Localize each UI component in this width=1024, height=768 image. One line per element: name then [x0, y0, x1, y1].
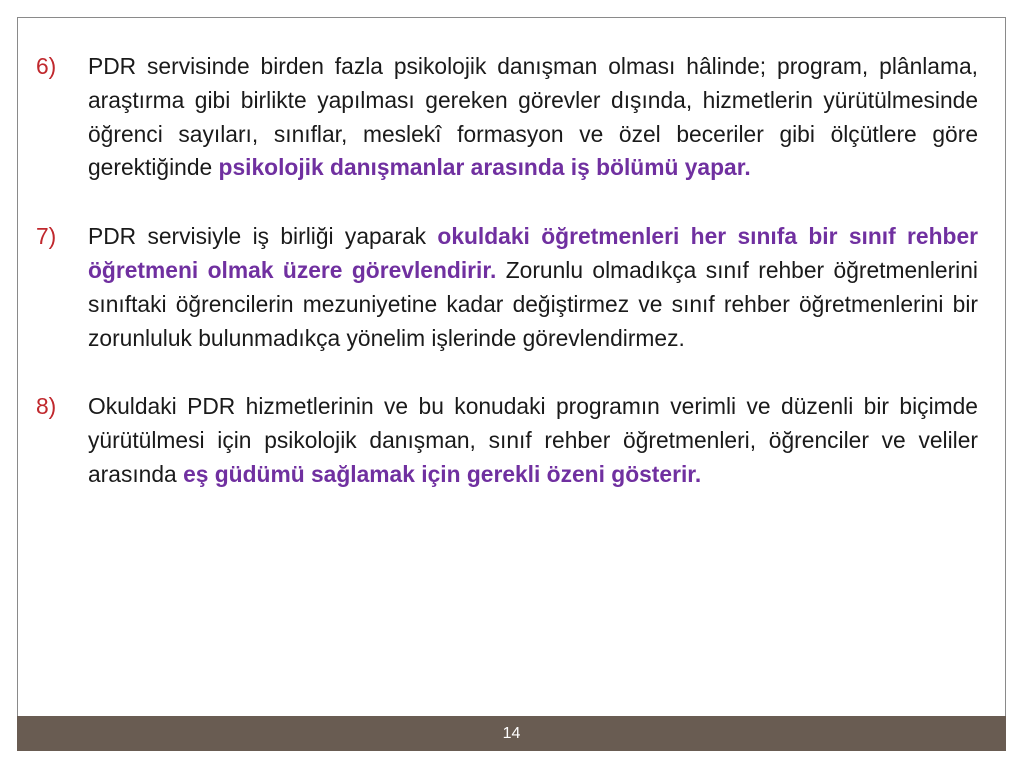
- item-highlight-text: okuldaki öğretmenleri her sınıfa bir sınıf rehber öğretmeni olmak üzere görevlendirir.: [88, 223, 979, 283]
- item-body-text: PDR servisinde birden fazla psikolojik danışman olması hâlinde; program, plânlama, araştırma gibi birlikte yapılması gereken görevler dışında, hizmetlerin yürütülmesinde öğrenci sayıları, sınıflar, meslekî formasyon ve özel beceriler gibi ölçütlere göre gerektiğinde: [88, 53, 978, 181]
- slide-content: [36, 50, 978, 527]
- item-number: 6): [36, 53, 57, 79]
- footer-bar: [17, 716, 1006, 751]
- item-number: 8): [36, 393, 57, 420]
- item-text: [88, 390, 978, 491]
- item-body-text-continued: Zorunlu olmadıkça sınıf rehber öğretmenlerini sınıftaki öğrencilerin mezuniyetine kadar değiştirmez ve sınıf rehber öğretmenlerini bir zorunluluk bulunmadıkça yönelim işlerinde görevlendirmez.: [88, 256, 978, 351]
- item-body-text: Okuldaki PDR hizmetlerinin ve bu konudaki programın verimli ve düzenli bir biçimde yürütülmesi için psikolojik danışman, sınıf rehber öğretmenleri, öğrenciler ve veliler arasında: [88, 393, 978, 487]
- item-text: [88, 50, 978, 185]
- item-highlight-text: psikolojik danışmanlar arasında iş bölümü yapar.: [218, 154, 751, 181]
- item-number: 7): [36, 223, 57, 250]
- item-body-text: PDR servisiyle iş birliği yaparak: [88, 223, 438, 250]
- page-number: 14: [502, 724, 521, 742]
- list-item-6: [36, 50, 978, 185]
- item-highlight-text: eş güdümü sağlamak için gerekli özeni gösterir.: [183, 460, 702, 487]
- list-item-8: [36, 390, 978, 491]
- list-item-7: [36, 220, 978, 355]
- item-text: [88, 220, 978, 355]
